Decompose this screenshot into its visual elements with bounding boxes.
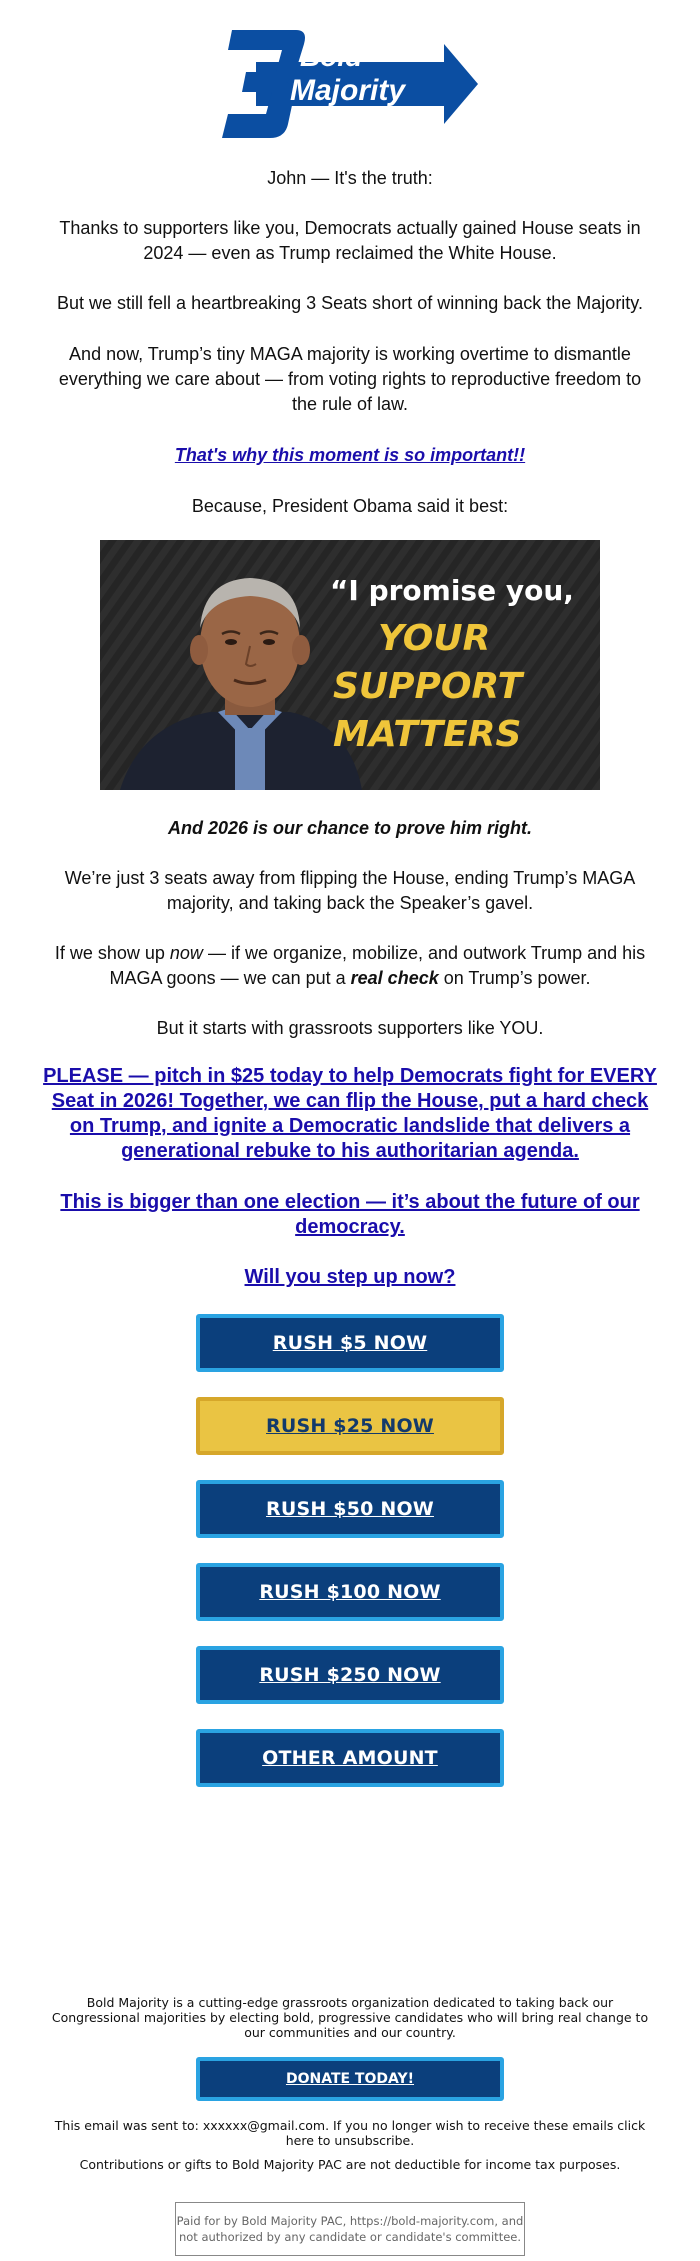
prove-him-right: And 2026 is our chance to prove him right. [167, 818, 533, 838]
rush-250-button[interactable]: RUSH $250 NOW [196, 1646, 504, 1704]
donate-today-button[interactable]: DONATE TODAY! [196, 2057, 504, 2101]
footer-about: Bold Majority is a cutting-edge grassroots organization dedicated to taking back our Congressional majorities by electing bold, progressive candidates who will bring real change to our communities and our country. [51, 1995, 649, 2040]
logo-line2: Majority [290, 74, 406, 107]
paragraph-three-seats: We’re just 3 seats away from flipping the House, ending Trump’s MAGA majority, and taking back the Speaker’s gavel. [64, 868, 636, 913]
other-amount-button[interactable]: OTHER AMOUNT [196, 1729, 504, 1787]
important-paragraph [50, 443, 650, 468]
quote-line1: “I promise you, [330, 574, 574, 607]
quote-line4: MATTERS [333, 714, 522, 755]
p5-e: on Trump’s power. [438, 968, 591, 988]
obama-quote-graphic [100, 540, 600, 790]
paragraph-seats-short: But we still fell a heartbreaking 3 Seats short of winning back the Majority. [57, 293, 643, 313]
important-link[interactable]: That's why this moment is so important!! [174, 445, 526, 465]
obama-quote-image[interactable] [100, 540, 600, 790]
paragraph-gained-seats: Thanks to supporters like you, Democrats actually gained House seats in 2024 — even as Trump reclaimed the White House. [59, 218, 641, 263]
cta-bigger-link[interactable]: This is bigger than one election — it’s about the future of our democracy. [60, 1191, 640, 1238]
rush-5-button[interactable]: RUSH $5 NOW [196, 1314, 504, 1372]
paragraph-grassroots: But it starts with grassroots supporters like YOU. [156, 1018, 544, 1038]
footer-sent-to[interactable]: This email was sent to: xxxxxx@gmail.com. If you no longer wish to receive these emails click here to unsubscribe. [54, 2118, 646, 2148]
paragraph-maga-majority: And now, Trump’s tiny MAGA majority is working overtime to dismantle everything we care about — from voting rights to reproductive freedom to the rule of law. [58, 344, 642, 414]
rush-25-button[interactable]: RUSH $25 NOW [196, 1397, 504, 1455]
rush-50-button[interactable]: RUSH $50 NOW [196, 1480, 504, 1538]
p5-c: — if we organize, mobilize, and outwork Trump and his MAGA goons — we can put a [109, 943, 646, 988]
p5-real-check: real check [350, 968, 439, 988]
bold-majority-logo[interactable] [222, 26, 478, 144]
paid-for-box: Paid for by Bold Majority PAC, https://bold-majority.com, and not authorized by any candidate or candidate's committee. [175, 2202, 525, 2256]
cta-step-up-link[interactable]: Will you step up now? [244, 1266, 456, 1288]
p5-a: If we show up [54, 943, 170, 963]
logo-line1: Bold [300, 41, 363, 72]
logo-graphic [222, 26, 478, 144]
greeting: John — It's the truth: [267, 168, 433, 188]
footer-tax-notice: Contributions or gifts to Bold Majority PAC are not deductible for income tax purposes. [79, 2157, 621, 2172]
rush-100-button[interactable]: RUSH $100 NOW [196, 1563, 504, 1621]
p5-now: now [169, 943, 203, 963]
obama-intro: Because, President Obama said it best: [191, 496, 509, 516]
quote-line2: YOUR [378, 618, 491, 659]
paragraph-show-up [50, 941, 650, 991]
quote-line3: SUPPORT [333, 666, 523, 707]
cta-please-link[interactable]: PLEASE — pitch in $25 today to help Democrats fight for EVERY Seat in 2026! Together, we can flip the House, put a hard check on Trump, and ignite a Democratic landslide that delivers a generational rebuke to his authoritarian agenda. [43, 1065, 657, 1162]
